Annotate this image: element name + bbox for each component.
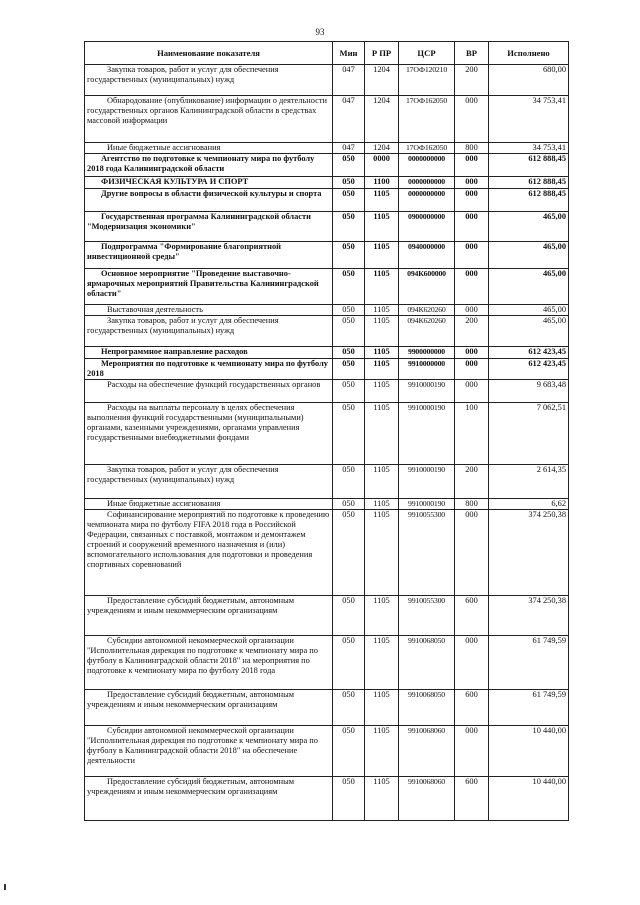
table-row bbox=[85, 269, 569, 305]
cell-csr: 9910068050 bbox=[399, 636, 455, 690]
cell-min: 050 bbox=[333, 636, 365, 690]
cell-done: 465,00 bbox=[489, 242, 569, 269]
cell-done: 2 614,35 bbox=[489, 465, 569, 499]
cell-rpr: 1105 bbox=[365, 777, 399, 821]
cell-vr: 200 bbox=[455, 316, 489, 347]
column-header-name: Наименование показателя bbox=[85, 42, 333, 65]
cell-vr: 000 bbox=[455, 726, 489, 777]
cell-min: 050 bbox=[333, 305, 365, 316]
cell-min: 050 bbox=[333, 403, 365, 465]
cell-name: Основное мероприятие "Проведение выставочно-ярмарочных мероприятий Правительства Калининградской области" bbox=[85, 269, 333, 305]
column-header-csr: ЦСР bbox=[399, 42, 455, 65]
cell-done: 612 888,45 bbox=[489, 177, 569, 189]
table-row bbox=[85, 177, 569, 189]
cell-done: 10 440,00 bbox=[489, 726, 569, 777]
cell-name: Другие вопросы в области физической культуры и спорта bbox=[85, 189, 333, 212]
margin-mark bbox=[4, 884, 6, 890]
cell-min: 050 bbox=[333, 359, 365, 380]
cell-rpr: 1105 bbox=[365, 347, 399, 359]
cell-csr: 9910068060 bbox=[399, 726, 455, 777]
cell-vr: 000 bbox=[455, 96, 489, 143]
cell-vr: 000 bbox=[455, 189, 489, 212]
cell-name: Расходы на выплаты персоналу в целях обеспечения выполнения функций государственными (муниципальными) органами, казенными учреждениями, органами управления государственными внебюджетными фондами bbox=[85, 403, 333, 465]
cell-vr: 000 bbox=[455, 177, 489, 189]
cell-min: 050 bbox=[333, 347, 365, 359]
cell-csr: 0900000000 bbox=[399, 212, 455, 242]
column-header-vr: ВР bbox=[455, 42, 489, 65]
cell-vr: 600 bbox=[455, 690, 489, 726]
column-header-done: Исполнено bbox=[489, 42, 569, 65]
cell-vr: 000 bbox=[455, 242, 489, 269]
cell-min: 050 bbox=[333, 510, 365, 596]
cell-min: 047 bbox=[333, 143, 365, 154]
cell-name: Предоставление субсидий бюджетным, автономным учреждениям и иным некоммерческим организациям bbox=[85, 690, 333, 726]
cell-done: 10 440,00 bbox=[489, 777, 569, 821]
cell-csr: 0000000000 bbox=[399, 177, 455, 189]
cell-rpr: 1105 bbox=[365, 316, 399, 347]
cell-rpr: 1105 bbox=[365, 510, 399, 596]
cell-csr: 9910055300 bbox=[399, 596, 455, 636]
cell-done: 374 250,38 bbox=[489, 510, 569, 596]
cell-min: 047 bbox=[333, 96, 365, 143]
table-row bbox=[85, 403, 569, 465]
cell-vr: 600 bbox=[455, 777, 489, 821]
cell-name: Подпрограмма "Формирование благоприятной инвестиционной среды" bbox=[85, 242, 333, 269]
cell-min: 050 bbox=[333, 380, 365, 403]
cell-min: 050 bbox=[333, 777, 365, 821]
cell-csr: 9900000000 bbox=[399, 347, 455, 359]
cell-done: 465,00 bbox=[489, 212, 569, 242]
cell-csr: 17ОФ120210 bbox=[399, 65, 455, 96]
cell-csr: 17ОФ162050 bbox=[399, 96, 455, 143]
cell-min: 050 bbox=[333, 726, 365, 777]
cell-done: 9 683,48 bbox=[489, 380, 569, 403]
cell-name: Мероприятия по подготовке к чемпионату мира по футболу 2018 bbox=[85, 359, 333, 380]
page-number: 93 bbox=[315, 27, 325, 37]
cell-done: 374 250,38 bbox=[489, 596, 569, 636]
cell-csr: 094К620260 bbox=[399, 316, 455, 347]
cell-name: Иные бюджетные ассигнования bbox=[85, 143, 333, 154]
cell-min: 050 bbox=[333, 189, 365, 212]
cell-name: Субсидии автономной некоммерческой организации "Исполнительная дирекция по подготовке к чемпионату мира по футболу в Калининградской области 2018" на мероприятия по подготовке к чемпионату мира по футболу 2018 года bbox=[85, 636, 333, 690]
cell-csr: 094К600000 bbox=[399, 269, 455, 305]
table-row bbox=[85, 777, 569, 821]
table-row bbox=[85, 242, 569, 269]
column-header-rpr: Р ПР bbox=[365, 42, 399, 65]
cell-csr: 9910068050 bbox=[399, 690, 455, 726]
column-header-min: Мин bbox=[333, 42, 365, 65]
cell-min: 050 bbox=[333, 316, 365, 347]
cell-done: 612 888,45 bbox=[489, 189, 569, 212]
cell-csr: 9910000000 bbox=[399, 359, 455, 380]
cell-name: Иные бюджетные ассигнования bbox=[85, 499, 333, 510]
table-header-row bbox=[85, 42, 569, 65]
cell-done: 612 423,45 bbox=[489, 359, 569, 380]
cell-name: Выставочная деятельность bbox=[85, 305, 333, 316]
cell-name: Предоставление субсидий бюджетным, автономным учреждениям и иным некоммерческим организациям bbox=[85, 596, 333, 636]
cell-csr: 0000000000 bbox=[399, 154, 455, 177]
table-row bbox=[85, 212, 569, 242]
table-row bbox=[85, 636, 569, 690]
cell-done: 680,00 bbox=[489, 65, 569, 96]
table-row bbox=[85, 510, 569, 596]
table-row bbox=[85, 690, 569, 726]
cell-done: 465,00 bbox=[489, 305, 569, 316]
cell-min: 050 bbox=[333, 242, 365, 269]
table-row bbox=[85, 380, 569, 403]
table-row bbox=[85, 143, 569, 154]
cell-rpr: 1105 bbox=[365, 499, 399, 510]
table-row bbox=[85, 65, 569, 96]
cell-name: Расходы на обеспечение функций государственных органов bbox=[85, 380, 333, 403]
cell-name: Государственная программа Калининградской области "Модернизация экономики" bbox=[85, 212, 333, 242]
cell-min: 050 bbox=[333, 177, 365, 189]
cell-min: 050 bbox=[333, 269, 365, 305]
table-row bbox=[85, 347, 569, 359]
cell-name: Непрограммное направление расходов bbox=[85, 347, 333, 359]
cell-csr: 9910000190 bbox=[399, 403, 455, 465]
cell-vr: 000 bbox=[455, 380, 489, 403]
cell-rpr: 1204 bbox=[365, 143, 399, 154]
table-row bbox=[85, 359, 569, 380]
table-row bbox=[85, 465, 569, 499]
cell-vr: 200 bbox=[455, 65, 489, 96]
cell-rpr: 1204 bbox=[365, 65, 399, 96]
cell-rpr: 1105 bbox=[365, 636, 399, 690]
cell-min: 050 bbox=[333, 154, 365, 177]
cell-rpr: 1105 bbox=[365, 690, 399, 726]
cell-min: 050 bbox=[333, 690, 365, 726]
cell-rpr: 1105 bbox=[365, 403, 399, 465]
cell-name: Предоставление субсидий бюджетным, автономным учреждениям и иным некоммерческим организациям bbox=[85, 777, 333, 821]
cell-csr: 094К620260 bbox=[399, 305, 455, 316]
cell-csr: 9910055300 bbox=[399, 510, 455, 596]
cell-done: 34 753,41 bbox=[489, 96, 569, 143]
cell-vr: 000 bbox=[455, 359, 489, 380]
cell-csr: 9910000190 bbox=[399, 499, 455, 510]
cell-name: Закупка товаров, работ и услуг для обеспечения государственных (муниципальных) нужд bbox=[85, 65, 333, 96]
cell-done: 61 749,59 bbox=[489, 636, 569, 690]
table-row bbox=[85, 316, 569, 347]
cell-csr: 17ОФ162050 bbox=[399, 143, 455, 154]
cell-done: 465,00 bbox=[489, 269, 569, 305]
cell-min: 050 bbox=[333, 499, 365, 510]
cell-name: Обнародование (опубликование) информации о деятельности государственных органов Калининградской области в средствах массовой информации bbox=[85, 96, 333, 143]
table-row bbox=[85, 726, 569, 777]
cell-vr: 800 bbox=[455, 499, 489, 510]
cell-min: 050 bbox=[333, 212, 365, 242]
cell-vr: 000 bbox=[455, 154, 489, 177]
cell-name: Закупка товаров, работ и услуг для обеспечения государственных (муниципальных) нужд bbox=[85, 465, 333, 499]
cell-rpr: 1105 bbox=[365, 212, 399, 242]
cell-csr: 9910068060 bbox=[399, 777, 455, 821]
cell-vr: 000 bbox=[455, 347, 489, 359]
table-body bbox=[85, 65, 569, 821]
cell-rpr: 1105 bbox=[365, 189, 399, 212]
cell-vr: 000 bbox=[455, 212, 489, 242]
cell-min: 050 bbox=[333, 465, 365, 499]
cell-vr: 000 bbox=[455, 305, 489, 316]
cell-rpr: 1105 bbox=[365, 305, 399, 316]
cell-vr: 100 bbox=[455, 403, 489, 465]
cell-vr: 000 bbox=[455, 510, 489, 596]
cell-csr: 0000000000 bbox=[399, 189, 455, 212]
cell-rpr: 1105 bbox=[365, 242, 399, 269]
cell-vr: 000 bbox=[455, 636, 489, 690]
cell-csr: 9910000190 bbox=[399, 465, 455, 499]
cell-vr: 600 bbox=[455, 596, 489, 636]
table-row bbox=[85, 189, 569, 212]
cell-name: Агентство по подготовке к чемпионату мира по футболу 2018 года Калининградской области bbox=[85, 154, 333, 177]
cell-done: 34 753,41 bbox=[489, 143, 569, 154]
cell-vr: 800 bbox=[455, 143, 489, 154]
cell-name: Субсидии автономной некоммерческой организации "Исполнительная дирекция по подготовке к чемпионату мира по футболу в Калининградской области 2018" на обеспечение деятельности bbox=[85, 726, 333, 777]
cell-rpr: 1105 bbox=[365, 269, 399, 305]
table-row bbox=[85, 596, 569, 636]
cell-done: 6,62 bbox=[489, 499, 569, 510]
table-row bbox=[85, 305, 569, 316]
cell-rpr: 1204 bbox=[365, 96, 399, 143]
cell-min: 047 bbox=[333, 65, 365, 96]
budget-execution-table bbox=[84, 41, 569, 821]
cell-done: 61 749,59 bbox=[489, 690, 569, 726]
cell-rpr: 1105 bbox=[365, 596, 399, 636]
cell-rpr: 1105 bbox=[365, 726, 399, 777]
cell-rpr: 1100 bbox=[365, 177, 399, 189]
cell-done: 465,00 bbox=[489, 316, 569, 347]
cell-rpr: 1105 bbox=[365, 465, 399, 499]
cell-done: 612 423,45 bbox=[489, 347, 569, 359]
cell-done: 7 062,51 bbox=[489, 403, 569, 465]
cell-name: Закупка товаров, работ и услуг для обеспечения государственных (муниципальных) нужд bbox=[85, 316, 333, 347]
cell-rpr: 0000 bbox=[365, 154, 399, 177]
cell-rpr: 1105 bbox=[365, 359, 399, 380]
table-row bbox=[85, 499, 569, 510]
table-row bbox=[85, 154, 569, 177]
cell-name: Софинансирование мероприятий по подготовке к проведению чемпионата мира по футболу FIFA 2018 года в Российской Федерации, связанных с поставкой, монтажом и демонтажем строений и сооружений временного назначения и (или) вспомогательного использования для подготовки и проведения спортивных соревнований bbox=[85, 510, 333, 596]
cell-vr: 200 bbox=[455, 465, 489, 499]
cell-csr: 9910000190 bbox=[399, 380, 455, 403]
cell-rpr: 1105 bbox=[365, 380, 399, 403]
cell-csr: 0940000000 bbox=[399, 242, 455, 269]
cell-min: 050 bbox=[333, 596, 365, 636]
cell-name: ФИЗИЧЕСКАЯ КУЛЬТУРА И СПОРТ bbox=[85, 177, 333, 189]
table-row bbox=[85, 96, 569, 143]
cell-vr: 000 bbox=[455, 269, 489, 305]
cell-done: 612 888,45 bbox=[489, 154, 569, 177]
